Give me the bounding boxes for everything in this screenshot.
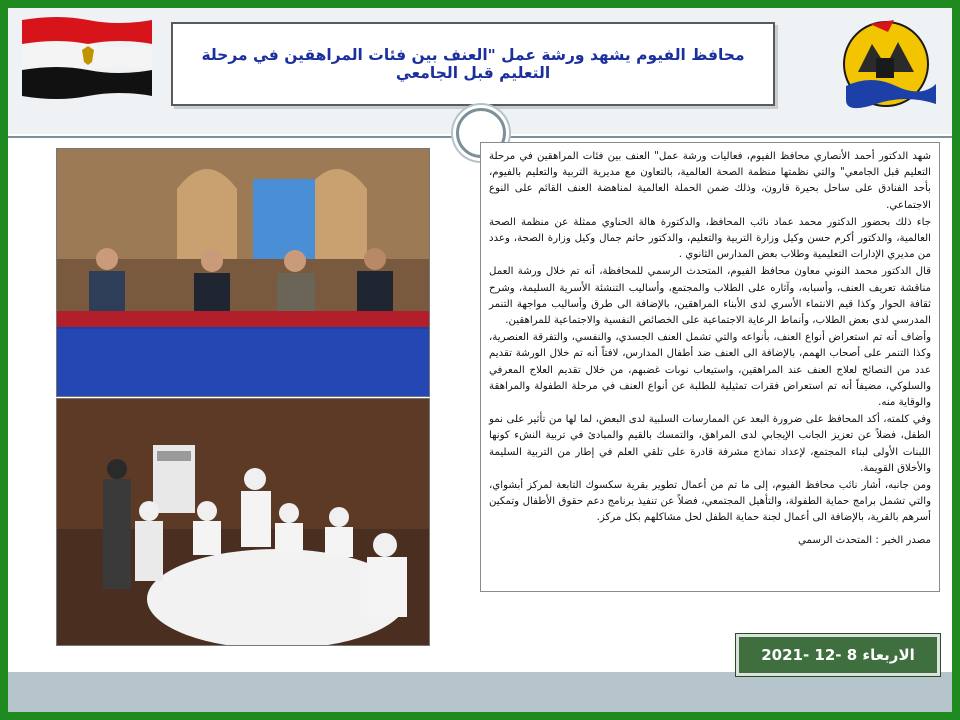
article-paragraph: شهد الدكتور أحمد الأنصاري محافظ الفيوم، فعاليات ورشة عمل" العنف بين فئات المراهقين في مرحلة التعليم قبل الجامعي" والتي نظمتها منظمة الصحة العالمية، بالتعاون مع مديرية التربية والتعليم بالفيوم، بأحد الفنادق على ساحل بحيرة قارون، وذلك ضمن الحملة العالمية لمناهضة العنف القائم على النوع الاجتماعي. [489,151,931,211]
headline-text: محافظ الفيوم يشهد ورشة عمل "العنف بين فئات المراهقين في مرحلة التعليم قبل الجامعي [201,46,745,82]
article-paragraph: وفي كلمته، أكد المحافظ على ضرورة البعد عن الممارسات السلبية لدى البعض، لما لها من تأثير على نمو الطفل، فضلاً عن تعزيز الجانب الإيجابي لدى المراهق، والتمسك بالقيم والمبادئ في تربية النشء كونها اللبنات الأولى لبناء المجتمع، لإعداد نماذج مشرفة قادرة على تلقي العلم في إطار من التربية السليمة والأخلاق القويمة. [489,414,931,474]
news-source: مصدر الخبر : المتحدث الرسمي [797,534,931,546]
article-paragraph: ومن جانبه، أشار نائب محافظ الفيوم، إلى ما تم من أعمال تطوير بقرية سكسوك التابعة لمركز أبشواي، والتي تشمل برامج حماية الطفولة، والتأهيل المجتمعي، فضلاً عن تنفيذ برنامج دعم حقوق الأطفال وتمكين أسرهم بالقرية، بالإضافة الى أعمال لجنة حماية الطفل لحل مشاكلهم بكل مركز. [489,480,931,524]
date-text: الاربعاء 8 -12 -2021 [761,646,915,664]
students-photo-illustration [57,399,429,645]
page-frame [8,8,952,712]
footer-band [8,672,952,712]
article-box [480,142,940,592]
fayoum-governorate-logo [836,14,938,114]
egypt-flag-icon [18,12,156,104]
article-paragraph: جاء ذلك بحضور الدكتور محمد عماد نائب المحافظ، والدكتورة هالة الحناوي ممثلة عن منظمة الصحة العالمية، والدكتور أكرم حسن وكيل وزارة التربية والتعليم، والدكتور حاتم جمال وكيل وزارة الصحة، وعدد من مديري الإدارات التعليمية وطلاب بعض المدارس الثانوي . [489,216,931,261]
photo-panel-speakers [56,148,430,397]
article-paragraph: وأضاف أنه تم استعراض أنواع العنف، بأنواعه والتي تشمل العنف الجسدي، والنفسي، والتفرقة العنصرية، وكذا التنمر على أصحاب الهمم، بالإضافة الى العنف ضد أطفال المدارس، لافتاً أنه تم خلال الورشة تقديم عدد من النصائح لعلاج العنف عند المراهقين، واستيعاب نوبات غضبهم، من خلال تقديم العلاج المعرفي والسلوكي، مضيفاً أنه تم استعراض فقرات تمثيلية للطلبة عن أنواع العنف في مرحلة الطفولة والمراهقة والوقاية منه. [489,332,931,409]
article-paragraph: قال الدكتور محمد النوني معاون محافظ الفيوم، المتحدث الرسمي للمحافظة، أنه تم خلال ورشة العمل مناقشة تعريف العنف، وأسبابه، وآثاره على الطلاب والمجتمع، وأساليب التنشئة الأسرية السليمة، وشرح ثقافة الحوار وكذا قيم الانتماء الأسري لدى الأبناء المراهقين، بالإضافة الى طرق وأساليب مواجهة التنمر المدرسي لدى بعض الطلاب، وأنماط الرعاية الاجتماعية على الخصائص النفسية والاجتماعية للمراهقين. [489,266,931,327]
photo-students-session [56,398,430,646]
headline-box [171,22,775,106]
article-body [489,149,931,527]
date-badge [736,634,940,676]
panel-photo-illustration [57,149,429,396]
